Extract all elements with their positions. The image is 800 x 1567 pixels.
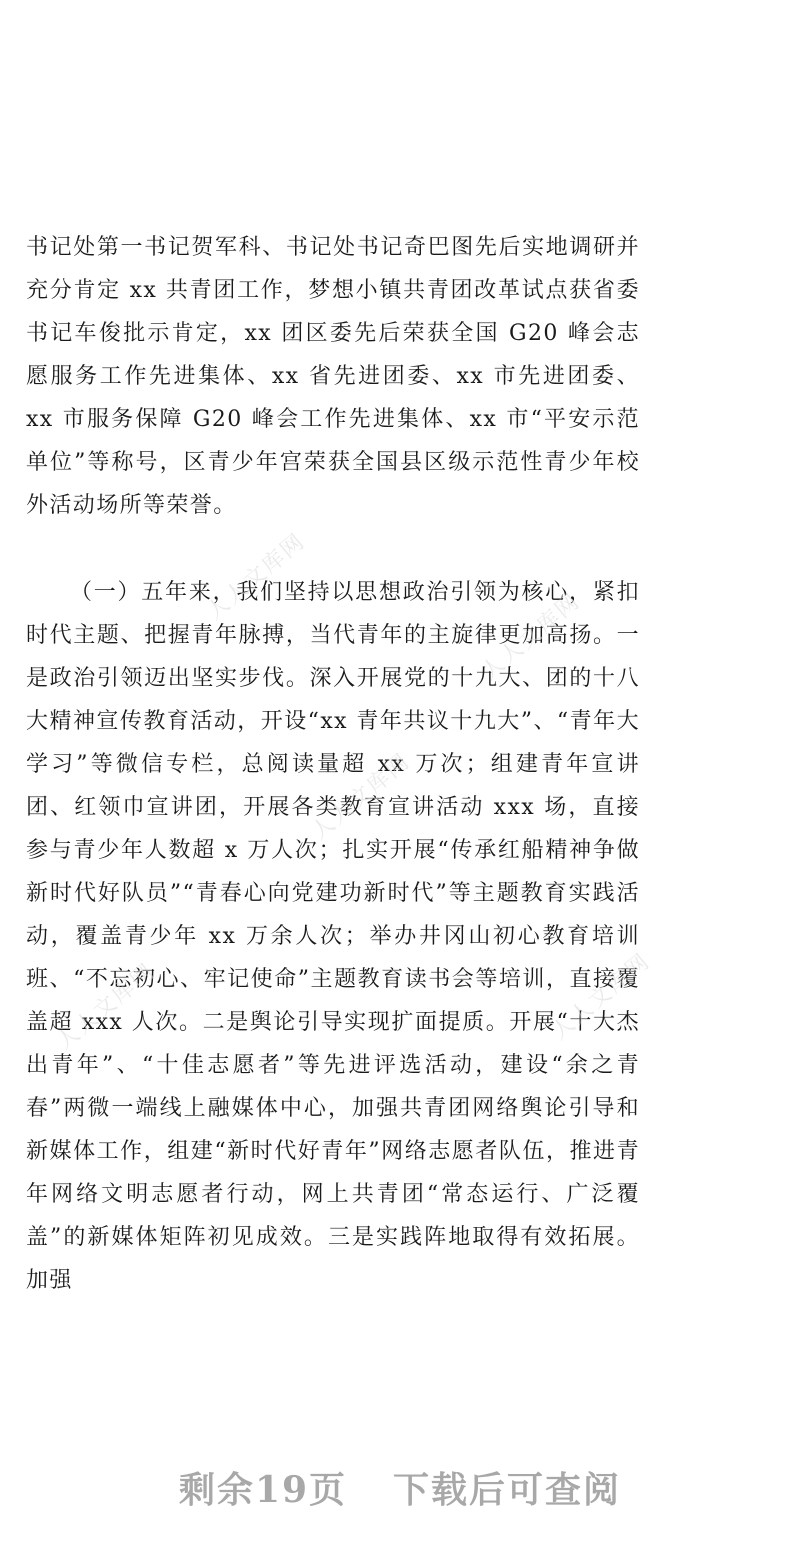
download-to-view-label: 下载后可查阅 xyxy=(393,1469,622,1511)
download-banner[interactable] xyxy=(0,1462,800,1513)
watermark: 人人文库网 xyxy=(547,948,656,1046)
paragraph-political-guidance: （一）五年来，我们坚持以思想政治引领为核心，紧扣时代主题、把握青年脉搏，当代青年的主旋律更加高扬。一是政治引领迈出坚实步伐。深入开展党的十九大、团的十八大精神宣传教育活动，开设“xx 青年共议十九大”、“青年大学习”等微信专栏，总阅读量超 xx 万次；组建青年宣讲团、红领巾宣讲团，开展各类教育宣讲活动 xxx 场，直接参与青少年人数超 x 万人次；扎实开展“传承红船精神争做新时代好队员”“青春心向党建功新时代”等主题教育实践活动，覆盖青少年 xx 万余人次；举办井冈山初心教育培训班、“不忘初心、牢记使命”主题教育读书会等培训，直接覆盖超 xxx 人次。二是舆论引导实现扩面提质。开展“十大杰出青年”、“十佳志愿者”等先进评选活动，建设“余之青春”两微一端线上融媒体中心，加强共青团网络舆论引导和新媒体工作，组建“新时代好青年”网络志愿者队伍，推进青年网络文明志愿者行动，网上共青团“常态运行、广泛覆盖”的新媒体矩阵初见成效。三是实践阵地取得有效拓展。加强 xyxy=(26,580,640,1293)
watermark: 人人文库网 xyxy=(477,588,586,686)
watermark: 人人文库网 xyxy=(52,958,161,1056)
watermark: 人人文库网 xyxy=(202,528,311,626)
document-page xyxy=(26,226,640,1302)
paragraph-honors: 书记处第一书记贺军科、书记处书记奇巴图先后实地调研并充分肯定 xx 共青团工作，梦想小镇共青团改革试点获省委书记车俊批示肯定，xx 团区委先后荣获全国 G20 峰会志愿服务工作先进集体、xx 省先进团委、xx 市先进团委、xx 市服务保障 G20 峰会工作先进集体、xx 市“平安示范单位”等称号，区青少年宫荣获全国县区级示范性青少年校外活动场所等荣誉。 xyxy=(26,235,640,518)
watermark: 人人文库网 xyxy=(307,748,416,846)
remaining-pages-label: 剩余19页 xyxy=(178,1469,348,1511)
